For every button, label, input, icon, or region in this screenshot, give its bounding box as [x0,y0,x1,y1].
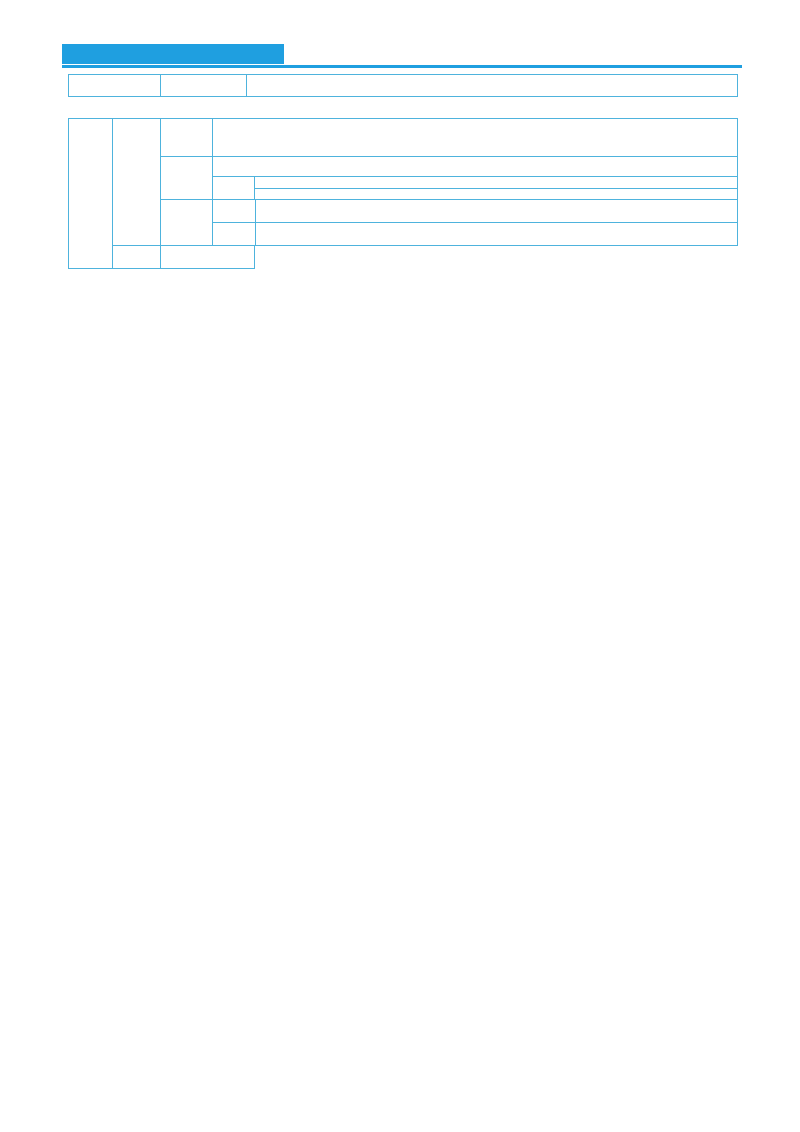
a-text [213,119,738,157]
top-label [161,75,247,97]
header-divider [62,65,742,68]
top-table [68,74,738,97]
b-common [213,157,738,177]
jy-xe [213,200,738,246]
ys-label [213,177,255,200]
a-label [161,119,213,157]
s1-group1 [113,119,161,246]
top-text [247,75,738,97]
ys-text [255,177,738,200]
jy-text [255,200,737,223]
s1-label [69,119,113,269]
b-label [161,157,213,200]
page-header [62,44,284,64]
c-label [113,246,161,269]
b-label-spacer [161,200,213,246]
xe-text [255,223,737,246]
c-text [161,246,255,269]
jy-cell [213,200,255,223]
top-empty-cell [69,75,161,97]
evidence-period-table [68,118,738,269]
xe-cell [213,223,255,246]
